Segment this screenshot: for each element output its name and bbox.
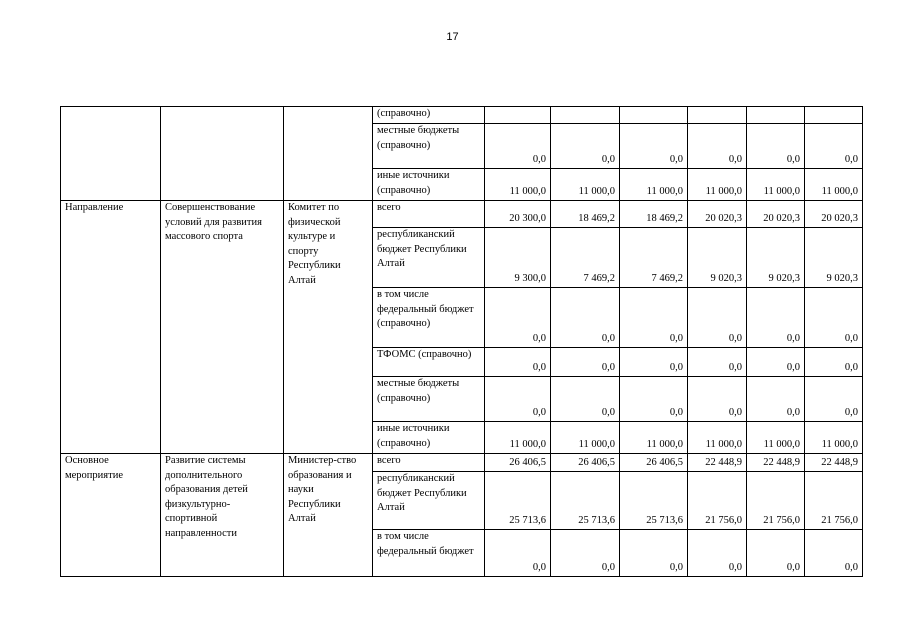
amount-cell: 0,0	[688, 288, 747, 348]
funding-source-cell: всего	[373, 201, 485, 228]
amount-cell: 20 020,3	[688, 201, 747, 228]
amount-cell	[688, 107, 747, 124]
table-row	[61, 454, 863, 472]
amount-cell: 0,0	[485, 124, 551, 169]
amount-cell: 0,0	[620, 124, 688, 169]
amount-cell: 21 756,0	[805, 472, 863, 530]
amount-cell: 11 000,0	[805, 422, 863, 454]
amount-cell: 11 000,0	[551, 422, 620, 454]
amount-cell: 11 000,0	[551, 169, 620, 201]
amount-cell: 0,0	[620, 377, 688, 422]
amount-cell: 0,0	[485, 377, 551, 422]
amount-cell: 9 300,0	[485, 228, 551, 288]
page-number: 17	[446, 31, 459, 43]
row-category-cell: Направление	[61, 201, 161, 454]
amount-cell: 22 448,9	[688, 454, 747, 472]
amount-cell	[551, 107, 620, 124]
amount-cell: 26 406,5	[551, 454, 620, 472]
funding-source-cell: в том числе федеральный бюджет (справочно)	[373, 288, 485, 348]
amount-cell: 11 000,0	[688, 169, 747, 201]
amount-cell: 7 469,2	[551, 228, 620, 288]
amount-cell: 18 469,2	[551, 201, 620, 228]
amount-cell: 21 756,0	[688, 472, 747, 530]
amount-cell: 11 000,0	[485, 169, 551, 201]
amount-cell: 0,0	[620, 348, 688, 377]
funding-source-cell: местные бюджеты (справочно)	[373, 377, 485, 422]
amount-cell: 9 020,3	[805, 228, 863, 288]
funding-source-cell: в том числе федеральный бюджет	[373, 530, 485, 577]
amount-cell: 0,0	[805, 530, 863, 577]
amount-cell: 11 000,0	[747, 169, 805, 201]
amount-cell	[805, 107, 863, 124]
amount-cell: 26 406,5	[485, 454, 551, 472]
amount-cell: 25 713,6	[485, 472, 551, 530]
amount-cell: 0,0	[551, 288, 620, 348]
amount-cell: 0,0	[620, 530, 688, 577]
amount-cell: 11 000,0	[620, 169, 688, 201]
amount-cell: 0,0	[551, 377, 620, 422]
responsible-executor-cell	[284, 107, 373, 201]
funding-source-cell: ТФОМС (справочно)	[373, 348, 485, 377]
amount-cell: 0,0	[485, 530, 551, 577]
amount-cell: 25 713,6	[620, 472, 688, 530]
row-category-cell: Основное мероприятие	[61, 454, 161, 577]
amount-cell: 0,0	[805, 348, 863, 377]
amount-cell: 0,0	[551, 124, 620, 169]
amount-cell: 22 448,9	[805, 454, 863, 472]
amount-cell: 0,0	[805, 377, 863, 422]
amount-cell: 0,0	[688, 530, 747, 577]
funding-source-cell: республиканский бюджет Республики Алтай	[373, 228, 485, 288]
funding-source-cell: иные источники (справочно)	[373, 169, 485, 201]
row-title-cell	[161, 107, 284, 201]
amount-cell: 0,0	[805, 124, 863, 169]
amount-cell: 0,0	[747, 377, 805, 422]
amount-cell: 0,0	[688, 348, 747, 377]
amount-cell: 0,0	[688, 377, 747, 422]
table-row	[61, 201, 863, 228]
amount-cell: 22 448,9	[747, 454, 805, 472]
funding-source-cell: местные бюджеты (справочно)	[373, 124, 485, 169]
funding-source-cell: иные источники (справочно)	[373, 422, 485, 454]
funding-source-cell: всего	[373, 454, 485, 472]
amount-cell: 0,0	[747, 348, 805, 377]
amount-cell	[747, 107, 805, 124]
amount-cell: 11 000,0	[805, 169, 863, 201]
amount-cell: 11 000,0	[688, 422, 747, 454]
amount-cell: 20 020,3	[747, 201, 805, 228]
amount-cell: 20 020,3	[805, 201, 863, 228]
amount-cell: 0,0	[747, 124, 805, 169]
responsible-executor-cell: Министер-ство образования и науки Республики Алтай	[284, 454, 373, 577]
row-title-cell: Совершенствование условий для развития массового спорта	[161, 201, 284, 454]
row-title-cell: Развитие системы дополнительного образования детей физкультурно-спортивной направленности	[161, 454, 284, 577]
row-category-cell	[61, 107, 161, 201]
funding-source-cell: республиканский бюджет Республики Алтай	[373, 472, 485, 530]
amount-cell	[485, 107, 551, 124]
amount-cell: 20 300,0	[485, 201, 551, 228]
table-row	[61, 107, 863, 124]
amount-cell: 11 000,0	[747, 422, 805, 454]
amount-cell: 9 020,3	[747, 228, 805, 288]
amount-cell: 18 469,2	[620, 201, 688, 228]
amount-cell: 11 000,0	[620, 422, 688, 454]
amount-cell: 0,0	[485, 288, 551, 348]
budget-table	[60, 106, 863, 577]
responsible-executor-cell: Комитет по физической культуре и спорту Республики Алтай	[284, 201, 373, 454]
amount-cell: 9 020,3	[688, 228, 747, 288]
table-body	[61, 107, 863, 577]
amount-cell: 7 469,2	[620, 228, 688, 288]
amount-cell: 0,0	[805, 288, 863, 348]
amount-cell: 0,0	[485, 348, 551, 377]
amount-cell: 0,0	[620, 288, 688, 348]
amount-cell: 0,0	[688, 124, 747, 169]
amount-cell: 25 713,6	[551, 472, 620, 530]
amount-cell: 0,0	[551, 530, 620, 577]
amount-cell: 11 000,0	[485, 422, 551, 454]
amount-cell: 0,0	[551, 348, 620, 377]
funding-source-cell: (справочно)	[373, 107, 485, 124]
amount-cell: 21 756,0	[747, 472, 805, 530]
amount-cell	[620, 107, 688, 124]
amount-cell: 0,0	[747, 530, 805, 577]
amount-cell: 26 406,5	[620, 454, 688, 472]
amount-cell: 0,0	[747, 288, 805, 348]
